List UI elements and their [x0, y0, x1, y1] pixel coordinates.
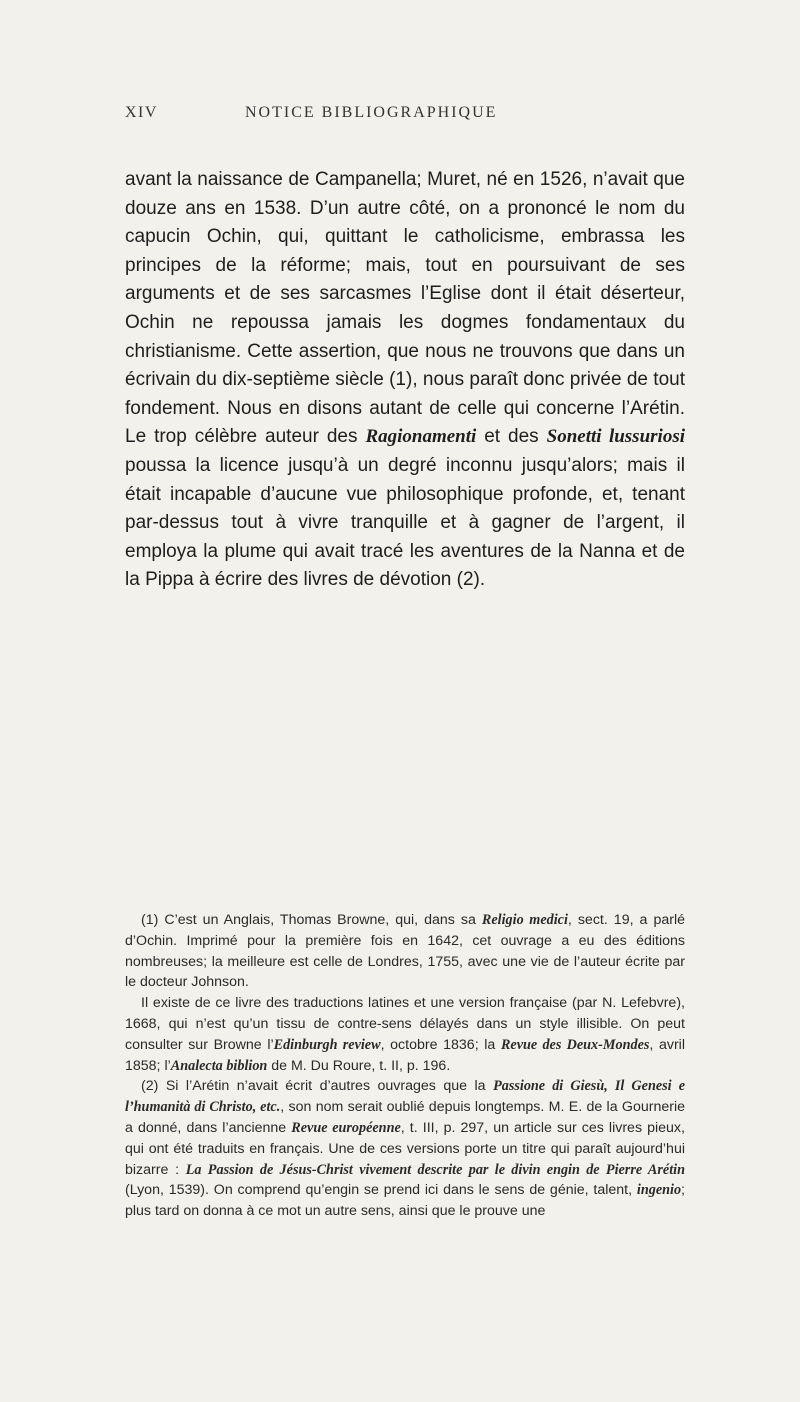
italic-title: Analecta biblion: [170, 1057, 268, 1074]
text-run: (Lyon, 1539). On comprend qu’engin se prend ici dans le sens de génie, talent,: [125, 1182, 637, 1199]
italic-title: La Passion de Jésus-Christ vivement descrite par le divin engin de Pierre Arétin: [185, 1161, 685, 1178]
page-number: XIV: [125, 104, 158, 121]
italic-title: Revue européenne: [291, 1119, 401, 1136]
text-run: , octobre 1836; la: [380, 1036, 501, 1053]
italic-title: ingenio: [636, 1182, 682, 1199]
text-run: (1) C’est un Anglais, Thomas Browne, qui, dans sa: [141, 912, 482, 928]
text-run: , t. III, p. 297, un article sur ces livres pieux, qui ont été traduits en français. Une de ces versions porte un titre qui paraît aujourd’hui bizarre :: [125, 1119, 685, 1178]
main-text: [125, 166, 685, 595]
text-run: Il existe de ce livre des traductions latines et une version française (par N. Lefebvre), 1668, qui n’est qu’un tissu de contre-sens délayés dans un style illisible. On peut consulter sur Browne l’: [125, 995, 685, 1053]
footnote-1: [125, 910, 685, 993]
text-run: poussa la licence jusqu’à un degré inconnu jusqu’alors; mais il était incapable d’aucune vue philosophique profonde, et, tenant par-dessus tout à vivre tranquille et à gagner de l’argent, il employa la plume qui avait tracé les aventures de la Nanna et de la Pippa à écrire des livres de dévotion (2).: [125, 454, 685, 591]
body-paragraph: [125, 166, 685, 595]
text-run: avant la naissance de Campanella; Muret, né en 1526, n’avait que douze ans en 1538. D’un autre côté, on a prononcé le nom du capucin Ochin, qui, quittant le catholicisme, embrassa les principes de la réforme; mais, tout en poursuivant de ses arguments et de ses sarcasmes l’Eglise dont il était déserteur, Ochin ne repoussa jamais les dogmes fondamentaux du christianisme. Cette assertion, que nous ne trouvons que dans un écrivain du dix-septième siècle (1), nous paraît donc privée de tout fondement. Nous en disons autant de celle qui concerne l’Arétin. Le trop célèbre auteur des: [125, 169, 685, 448]
footnotes: [125, 910, 685, 1222]
running-title: NOTICE BIBLIOGRAPHIQUE: [245, 104, 498, 121]
text-run: , son nom serait oublié depuis longtemps. M. E. de la Gournerie a donné, dans l’ancienne: [125, 1099, 685, 1136]
footnote-2: [125, 1076, 685, 1222]
italic-title: Revue des Deux-Mondes: [500, 1036, 650, 1053]
text-run: , avril 1858; l’: [125, 1036, 685, 1074]
text-run: de M. Du Roure, t. II, p. 196.: [267, 1057, 451, 1074]
italic-title: Ragionamenti: [365, 426, 477, 448]
italic-title: Edinburgh review: [273, 1036, 381, 1053]
running-head: [125, 104, 680, 128]
text-run: ; plus tard on donna à ce mot un autre sens, ainsi que le prouve une: [125, 1182, 685, 1220]
text-run: , sect. 19, a parlé d’Ochin. Imprimé pour la première fois en 1642, cet ouvrage a eu des éditions nombreuses; la meilleure est celle de Londres, 1755, avec une vie de l’auteur écrite par le docteur Johnson.: [125, 912, 685, 991]
italic-title: Religio medici: [481, 912, 568, 928]
italic-title: Passione di Giesù, Il Genesi e l’humanità di Christo, etc.: [125, 1078, 685, 1116]
italic-title: Sonetti lussuriosi: [546, 426, 685, 448]
text-run: et des: [476, 426, 547, 448]
text-run: (2) Si l’Arétin n’avait écrit d’autres ouvrages que la: [141, 1078, 494, 1095]
footnote-1-continued: [125, 993, 685, 1076]
